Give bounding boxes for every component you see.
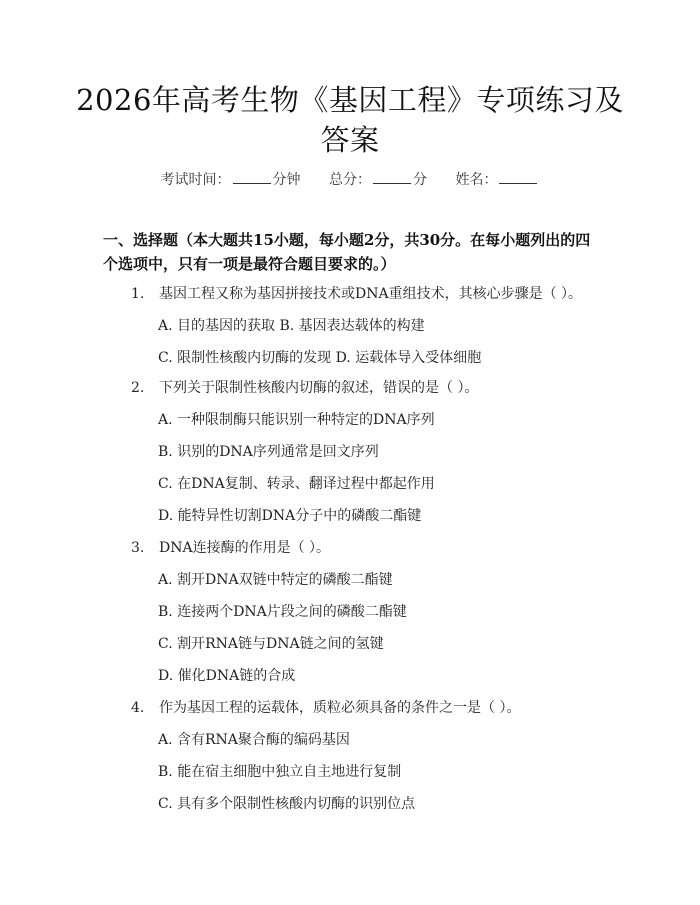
question-3 xyxy=(131,537,330,557)
question-text: 作为基因工程的运载体，质粒必须具备的条件之一是（ ）。 xyxy=(159,700,521,716)
question-number: 2. xyxy=(131,380,145,396)
total-score-blank[interactable] xyxy=(373,171,411,184)
exam-time-label: 考试时间： xyxy=(160,172,231,188)
option-b: B. 连接两个DNA片段之间的磷酸二酯键 xyxy=(158,604,407,620)
option-a: A. 割开DNA双链中特定的磷酸二酯键 xyxy=(158,572,393,588)
question-number: 1. xyxy=(131,286,145,302)
option-d: D. 能特异性切割DNA分子中的磷酸二酯键 xyxy=(158,508,422,524)
exam-info-line xyxy=(0,169,700,189)
page-title: 2026年高考生物《基因工程》专项练习及答案 xyxy=(76,83,624,157)
question-4 xyxy=(131,697,520,717)
question-number: 4. xyxy=(131,700,145,716)
name-field xyxy=(455,169,539,189)
option-c: C. 在DNA复制、转录、翻译过程中都起作用 xyxy=(158,476,435,492)
name-blank[interactable] xyxy=(499,171,537,184)
question-2 xyxy=(131,377,478,397)
total-score-field xyxy=(329,169,427,189)
question-text: 基因工程又称为基因拼接技术或DNA重组技术，其核心步骤是（ ）。 xyxy=(159,286,583,302)
option-d: D. 催化DNA链的合成 xyxy=(158,668,296,684)
option-a: A. 一种限制酶只能识别一种特定的DNA序列 xyxy=(158,412,435,428)
exam-time-blank[interactable] xyxy=(233,171,271,184)
option-a: A. 含有RNA聚合酶的编码基因 xyxy=(158,732,350,748)
option-line: A. 目的基因的获取 B. 基因表达载体的构建 xyxy=(158,318,425,334)
name-label: 姓名： xyxy=(455,172,498,188)
question-1 xyxy=(131,283,582,303)
question-text: 下列关于限制性核酸内切酶的叙述，错误的是（ ）。 xyxy=(159,380,479,396)
total-score-unit: 分 xyxy=(413,172,427,188)
option-line: C. 限制性核酸内切酶的发现 D. 运载体导入受体细胞 xyxy=(158,350,482,366)
exam-time-unit: 分钟 xyxy=(272,172,301,188)
option-c: C. 割开RNA链与DNA链之间的氢键 xyxy=(158,636,384,652)
section-heading: 一、选择题（本大题共15小题，每小题2分，共30分。在每小题列出的四个选项中，只有一项是最符合题目要求的。） xyxy=(103,231,591,273)
question-number: 3. xyxy=(131,540,145,556)
exam-time-field xyxy=(161,169,301,189)
option-b: B. 识别的DNA序列通常是回文序列 xyxy=(158,444,379,460)
total-score-label: 总分： xyxy=(329,172,371,188)
question-text: DNA连接酶的作用是（ ）。 xyxy=(159,540,331,556)
option-b: B. 能在宿主细胞中独立自主地进行复制 xyxy=(158,764,402,780)
option-c: C. 具有多个限制性核酸内切酶的识别位点 xyxy=(158,796,416,812)
